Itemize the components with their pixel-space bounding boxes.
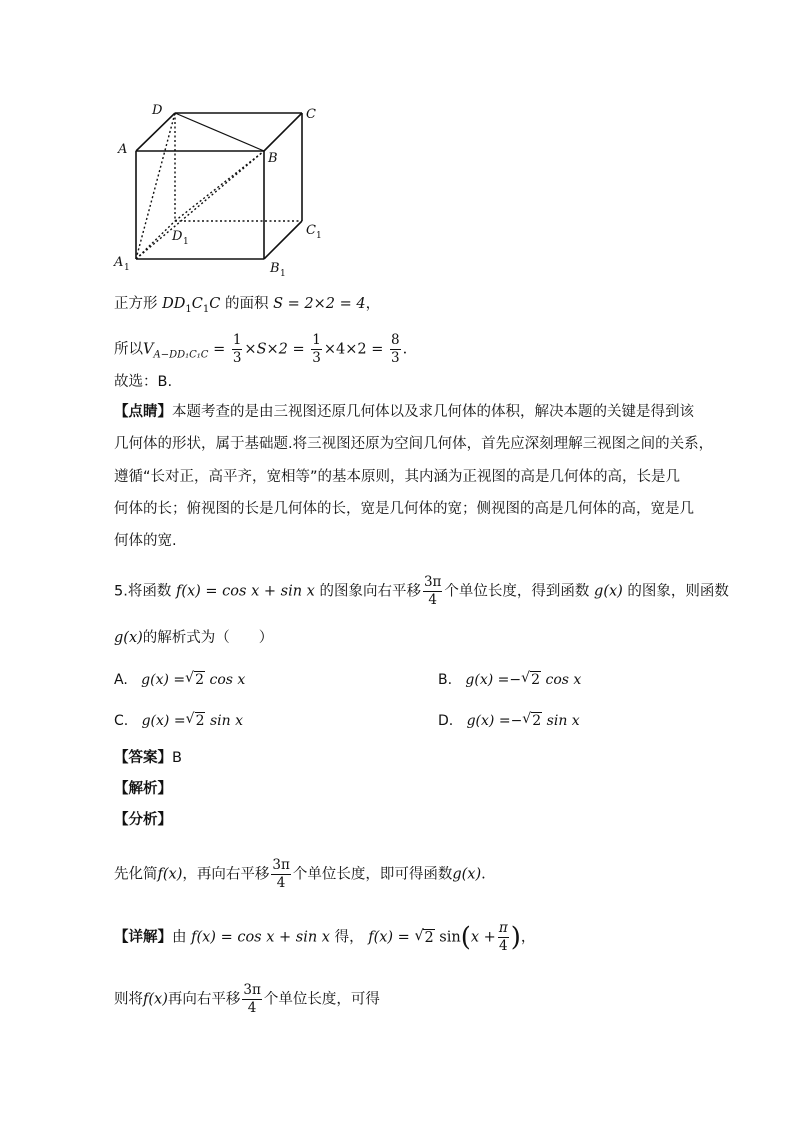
text: 的面积	[224, 296, 269, 312]
label-A: A	[118, 142, 128, 157]
choose-line: 故选：B.	[114, 374, 173, 390]
label-C: C	[306, 107, 316, 122]
dianjing-line-3: 遵循“长对正，高平齐，宽相等”的基本原则，其内涵为正视图的高是几何体的高，长是几	[114, 469, 681, 485]
text: .	[402, 341, 408, 358]
question-line-1: 5.将函数 f(x) = cos x + sin x 的图象向右平移 $\frac{3\pi}{4}$ 个单位长度，得到函数 g(x) 的图象，则函数	[114, 574, 729, 608]
label-C1-sub: 1	[316, 231, 322, 241]
analysis-tag: 【解析】	[114, 781, 172, 797]
label-D: D	[152, 103, 163, 118]
dianjing-line-5: 何体的宽.	[114, 533, 177, 549]
square-name: $DD_1C_1C$	[162, 296, 221, 315]
answer-line: 【答案】B	[114, 750, 182, 766]
volume-symbol: V	[143, 341, 154, 358]
label-B1-sub: 1	[280, 269, 286, 279]
xiangjie-line: 【详解】由 f(x) = cos x + sin x 得， f(x) = √ 2 sin(x + $\frac{\pi}{4}$ )，	[114, 920, 535, 955]
fenxi-line: 先化简f(x)，再向右平移 $\frac{3\pi}{4}$ 个单位长度，即可得函数g(x).	[114, 857, 486, 891]
text: ，	[365, 296, 381, 312]
area-equation: S = 2×2 = 4	[273, 296, 366, 312]
cube-figure	[112, 100, 342, 280]
dianjing-line-2: 几何体的形状，属于基础题.将三视图还原为空间几何体，首先应深刻理解三视图之间的关系，	[114, 436, 714, 452]
area-line	[114, 294, 380, 320]
question-line-2: g(x)的解析式为（ ）	[114, 630, 274, 646]
text: ×S×2 =	[244, 341, 305, 358]
fenxi-tag: 【分析】	[114, 812, 172, 828]
fraction: $\frac{1}{3}$	[312, 332, 321, 366]
text: 正方形	[114, 296, 158, 312]
fraction: $\frac{8}{3}$	[390, 332, 400, 366]
shift-fraction: $\frac{3\pi}{4}$	[423, 574, 442, 608]
label-A1-sub: 1	[124, 263, 130, 273]
function-definition: f(x) = cos x + sin x	[175, 583, 315, 600]
label-D1-sub: 1	[183, 237, 189, 247]
volume-subscript: A−DD₁C₁C	[153, 349, 209, 361]
label-C1: C	[306, 223, 316, 238]
text: 所以	[114, 341, 143, 358]
question-number: 5.	[114, 583, 128, 600]
option-d[interactable]: D. g(x) =−√ 2 sin x	[438, 711, 580, 731]
label-D1: D	[172, 229, 183, 244]
text: =	[213, 341, 226, 358]
dianjing-line-1: 【点睛】本题考查的是由三视图还原几何体以及求几何体的体积，解决本题的关键是得到该	[114, 404, 694, 420]
label-B1: B	[270, 261, 280, 276]
dianjing-line-4: 何体的长；俯视图的长是几何体的长，宽是几何体的宽；侧视图的高是几何体的高，宽是几	[114, 501, 694, 517]
option-c[interactable]: C. g(x) =√ 2 sin x	[114, 711, 243, 731]
option-b[interactable]: B. g(x) =−√ 2 cos x	[438, 670, 581, 690]
label-A1: A	[114, 255, 124, 270]
volume-line	[114, 332, 407, 367]
fraction: $\frac{1}{3}$	[232, 332, 242, 366]
label-B: B	[268, 151, 278, 166]
text: ×4×2 =	[323, 341, 384, 358]
option-a[interactable]: A. g(x) =√ 2 cos x	[114, 670, 245, 690]
last-line: 则将f(x)再向右平移 $\frac{3\pi}{4}$ 个单位长度，可得	[114, 982, 380, 1016]
